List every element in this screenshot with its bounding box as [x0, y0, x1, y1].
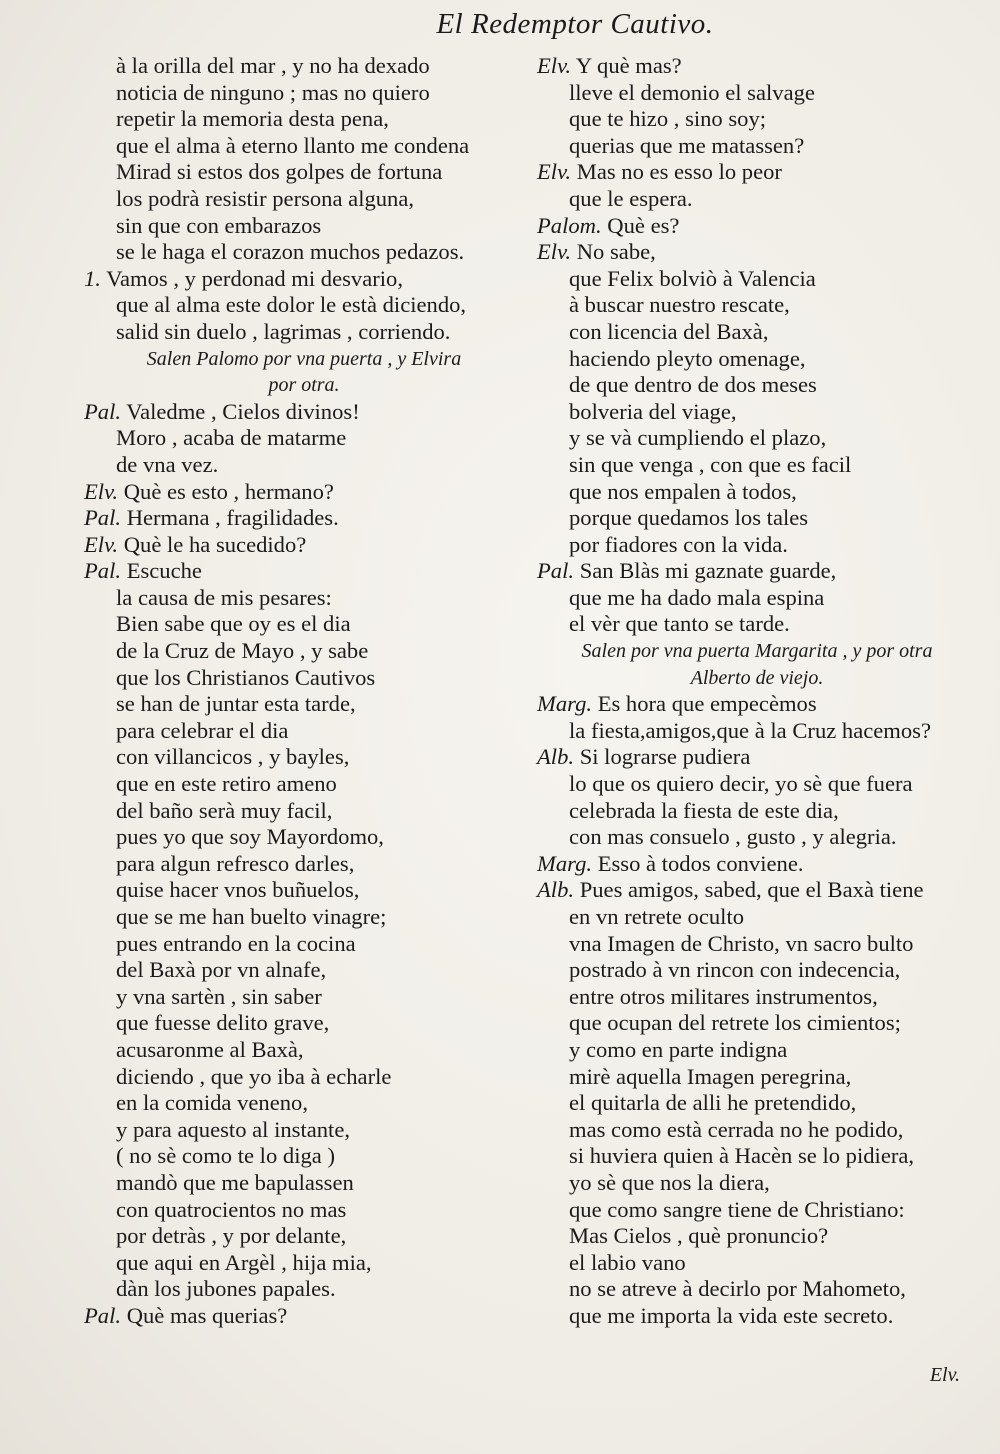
verse-text: Mas no es esso lo peor: [576, 159, 782, 185]
dialogue-line: [537, 558, 977, 585]
speaker-label: Marg.: [537, 850, 593, 876]
speaker-label: Elv.: [537, 53, 572, 78]
verse-line: Mas Cielos , què pronuncio?: [569, 1223, 829, 1249]
verse-line: por fiadores con la vida.: [569, 531, 788, 557]
dialogue-line: [537, 53, 977, 80]
verse-line: mirè aquella Imagen peregrina,: [569, 1063, 852, 1089]
speaker-label: Palom.: [537, 212, 602, 238]
verse-line: que ocupan del retrete los cimientos;: [569, 1010, 901, 1036]
verse-text: Si lograrse pudiera: [579, 744, 751, 770]
left-column: [84, 53, 524, 1330]
verse-line: dàn los jubones papales.: [116, 1276, 336, 1302]
verse-line: Bien sabe que oy es el dia: [116, 611, 351, 637]
speaker-label: 1.: [84, 265, 101, 291]
verse-line: ( no sè como te lo diga ): [116, 1143, 335, 1169]
verse-line: del Baxà por vn alnafe,: [116, 957, 327, 983]
speaker-label: Alb.: [537, 877, 575, 903]
dialogue-line: [537, 744, 977, 771]
verse-line: porque quedamos los tales: [569, 505, 809, 531]
verse-text: Què es esto , hermano?: [123, 478, 334, 504]
verse-line: lo que os quiero decir, yo sè que fuera: [569, 771, 913, 797]
verse-line: entre otros militares instrumentos,: [569, 983, 878, 1009]
verse-text: Esso à todos conviene.: [597, 850, 804, 876]
speaker-label: Pal.: [84, 1302, 122, 1328]
verse-line: que como sangre tiene de Christiano:: [569, 1196, 905, 1222]
dialogue-line: [537, 213, 977, 240]
verse-line: de la Cruz de Mayo , y sabe: [116, 638, 369, 664]
speaker-label: Elv.: [537, 159, 572, 185]
running-header: [0, 8, 1000, 41]
verse-line: que el alma à eterno llanto me condena: [116, 132, 470, 158]
dialogue-line: [84, 505, 524, 532]
verse-text: Què mas querias?: [126, 1302, 288, 1328]
speaker-label: Elv.: [537, 239, 572, 265]
verse-line: con villancicos , y bayles,: [116, 744, 350, 770]
verse-text: Es hora que empecèmos: [597, 691, 817, 717]
verse-line: la fiesta,amigos,que à la Cruz hacemos?: [569, 717, 931, 743]
dialogue-line: [84, 266, 524, 293]
verse-line: y para aquesto al instante,: [116, 1116, 351, 1142]
verse-line: haciendo pleyto omenage,: [569, 345, 806, 371]
dialogue-line: [537, 239, 977, 266]
verse-line: de vna vez.: [116, 451, 219, 477]
verse-line: que se me han buelto vinagre;: [116, 904, 387, 929]
verse-line: de que dentro de dos meses: [569, 372, 817, 398]
verse-line: por detràs , y por delante,: [116, 1223, 347, 1249]
verse-line: mandò que me bapulassen: [116, 1169, 354, 1195]
verse-line: à buscar nuestro rescate,: [569, 292, 790, 318]
verse-text: Pues amigos, sabed, que el Baxà tiene: [579, 877, 924, 903]
verse-line: yo sè que nos la diera,: [569, 1169, 770, 1195]
verse-line: se le haga el corazon muchos pedazos.: [116, 239, 465, 265]
verse-line: el labio vano: [569, 1249, 686, 1275]
verse-line: con mas consuelo , gusto , y alegria.: [569, 824, 897, 850]
verse-line: vna Imagen de Christo, vn sacro bulto: [569, 930, 914, 956]
verse-line: noticia de ninguno ; mas no quiero: [116, 79, 430, 105]
verse-text: Valedme , Cielos divinos!: [126, 398, 360, 424]
verse-line: Mirad si estos dos golpes de fortuna: [116, 159, 443, 185]
dialogue-line: [84, 558, 524, 585]
verse-text: No sabe,: [576, 239, 656, 265]
stage-direction: Salen Palomo por vna puerta , y Elvira: [146, 347, 462, 370]
verse-line: pues yo que soy Mayordomo,: [116, 824, 384, 850]
verse-line: se han de juntar esta tarde,: [116, 691, 356, 717]
verse-line: que los Christianos Cautivos: [116, 664, 376, 690]
verse-text: Y què mas?: [575, 53, 682, 78]
dialogue-line: [537, 851, 977, 878]
dialogue-line: [84, 479, 524, 506]
verse-line: que Felix bolviò à Valencia: [569, 265, 816, 291]
verse-line: mas como està cerrada no he podido,: [569, 1116, 904, 1142]
verse-line: diciendo , que yo iba à echarle: [116, 1063, 392, 1089]
verse-line: querias que me matassen?: [569, 132, 805, 158]
verse-line: que te hizo , sino soy;: [569, 106, 767, 132]
verse-text: San Blàs mi gaznate guarde,: [579, 558, 837, 584]
dialogue-line: [84, 532, 524, 559]
verse-line: con quatrocientos no mas: [116, 1196, 347, 1222]
speaker-label: Pal.: [537, 558, 575, 584]
verse-line: y como en parte indigna: [569, 1036, 788, 1062]
verse-line: celebrada la fiesta de este dia,: [569, 797, 839, 823]
verse-line: que aqui en Argèl , hija mia,: [116, 1249, 372, 1275]
verse-line: la causa de mis pesares:: [116, 584, 332, 610]
stage-direction: por otra.: [268, 374, 340, 397]
verse-line: que nos empalen à todos,: [569, 478, 797, 504]
dialogue-line: [84, 399, 524, 426]
dialogue-line: [84, 1303, 524, 1330]
verse-line: sin que con embarazos: [116, 212, 322, 238]
speaker-label: Elv.: [84, 478, 119, 504]
speaker-label: Alb.: [537, 744, 575, 770]
verse-line: para celebrar el dia: [116, 717, 289, 743]
verse-text: Hermana , fragilidades.: [126, 505, 339, 531]
verse-line: bolveria del viage,: [569, 398, 737, 424]
verse-line: no se atreve à decirlo por Mahometo,: [569, 1276, 906, 1302]
verse-line: salid sin duelo , lagrimas , corriendo.: [116, 318, 451, 344]
verse-line: para algun refresco darles,: [116, 850, 355, 876]
verse-line: el vèr que tanto se tarde.: [569, 611, 790, 637]
speaker-label: Pal.: [84, 505, 122, 531]
verse-line: que en este retiro ameno: [116, 771, 337, 797]
stage-direction: Alberto de viejo.: [690, 666, 824, 689]
dialogue-line: [537, 159, 977, 186]
verse-line: con licencia del Baxà,: [569, 318, 769, 344]
verse-line: que me importa la vida este secreto.: [569, 1302, 894, 1328]
verse-text: Què es?: [607, 212, 680, 238]
verse-line: del baño serà muy facil,: [116, 797, 333, 823]
verse-line: que fuesse delito grave,: [116, 1010, 330, 1036]
verse-text: Escuche: [126, 558, 202, 584]
verse-line: que al alma este dolor le està diciendo,: [116, 292, 467, 318]
verse-line: y vna sartèn , sin saber: [116, 983, 322, 1009]
verse-line: postrado à vn rincon con indecencia,: [569, 957, 901, 983]
verse-line: que me ha dado mala espina: [569, 584, 825, 610]
header-title: El Redemptor Cautivo.: [436, 8, 714, 40]
stage-direction: Salen por vna puerta Margarita , y por otra: [581, 640, 933, 663]
dialogue-line: [537, 691, 977, 718]
speaker-label: Pal.: [84, 558, 122, 584]
verse-line: si huviera quien à Hacèn se lo pidiera,: [569, 1143, 915, 1169]
verse-line: à la orilla del mar , y no ha dexado: [116, 53, 430, 78]
verse-line: pues entrando en la cocina: [116, 930, 356, 956]
verse-line: repetir la memoria desta pena,: [116, 106, 389, 132]
right-column: [537, 53, 977, 1330]
speaker-label: Pal.: [84, 398, 122, 424]
verse-line: sin que venga , con que es facil: [569, 451, 852, 477]
verse-line: que le espera.: [569, 185, 693, 211]
verse-line: en la comida veneno,: [116, 1090, 308, 1116]
dialogue-line: [537, 877, 977, 904]
verse-line: en vn retrete oculto: [569, 904, 745, 929]
verse-line: el quitarla de alli he pretendido,: [569, 1090, 857, 1116]
verse-line: los podrà resistir persona alguna,: [116, 185, 415, 211]
verse-line: Moro , acaba de matarme: [116, 425, 347, 451]
catchword: Elv.: [929, 1364, 960, 1386]
speaker-label: Marg.: [537, 691, 593, 717]
speaker-label: Elv.: [84, 531, 119, 557]
verse-line: quise hacer vnos buñuelos,: [116, 877, 360, 903]
verse-text: Què le ha sucedido?: [123, 531, 307, 557]
verse-line: y se và cumpliendo el plazo,: [569, 425, 827, 451]
verse-line: acusaronme al Baxà,: [116, 1036, 304, 1062]
verse-text: Vamos , y perdonad mi desvario,: [106, 265, 403, 291]
verse-line: lleve el demonio el salvage: [569, 79, 815, 105]
